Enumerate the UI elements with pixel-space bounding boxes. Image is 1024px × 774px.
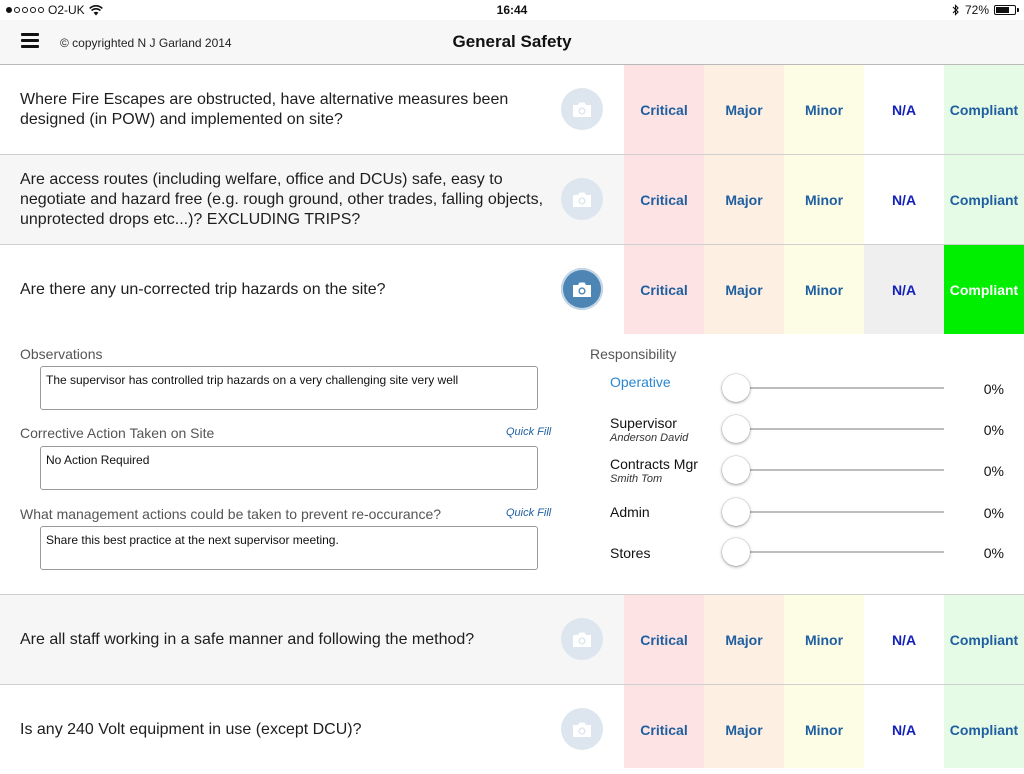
question-row bbox=[0, 65, 1024, 155]
role-label: Supervisor bbox=[610, 415, 677, 431]
question-row-expanded bbox=[0, 245, 1024, 334]
rating-critical-button[interactable]: Critical bbox=[624, 155, 704, 244]
rating-major-button[interactable]: Major bbox=[704, 155, 784, 244]
camera-icon[interactable] bbox=[561, 268, 603, 310]
observations-field[interactable]: The supervisor has controlled trip hazards on a very challenging site very well bbox=[40, 366, 538, 410]
rating-compliant-button-selected[interactable]: Compliant bbox=[944, 245, 1024, 334]
question-text: Are there any un-corrected trip hazards on the site? bbox=[20, 280, 386, 298]
slider-knob[interactable] bbox=[722, 415, 750, 443]
slider-knob[interactable] bbox=[722, 374, 750, 402]
responsibility-slider-contracts-mgr[interactable] bbox=[722, 455, 944, 485]
rating-critical-button[interactable]: Critical bbox=[624, 65, 704, 154]
question-row bbox=[0, 685, 1024, 768]
role-label: Admin bbox=[610, 504, 650, 520]
rating-critical-button[interactable]: Critical bbox=[624, 685, 704, 768]
responsibility-percent: 0% bbox=[983, 381, 1004, 397]
navigation-bar bbox=[0, 20, 1024, 65]
copyright-text: © copyrighted N J Garland 2014 bbox=[60, 36, 232, 50]
responsibility-slider-supervisor[interactable] bbox=[722, 414, 944, 444]
rating-na-button[interactable]: N/A bbox=[864, 595, 944, 684]
responsibility-slider-admin[interactable] bbox=[722, 497, 944, 527]
responsibility-slider-operative[interactable] bbox=[722, 373, 944, 403]
rating-compliant-button[interactable]: Compliant bbox=[944, 65, 1024, 154]
slider-knob[interactable] bbox=[722, 456, 750, 484]
rating-major-button[interactable]: Major bbox=[704, 65, 784, 154]
rating-na-button[interactable]: N/A bbox=[864, 245, 944, 334]
responsibility-percent: 0% bbox=[983, 545, 1004, 561]
role-label: Operative bbox=[610, 374, 671, 390]
responsibility-percent: 0% bbox=[983, 505, 1004, 521]
corrective-quick-fill-button[interactable]: Quick Fill bbox=[506, 426, 552, 438]
status-right bbox=[952, 3, 1016, 17]
rating-na-button[interactable]: N/A bbox=[864, 155, 944, 244]
question-details-panel bbox=[0, 335, 1024, 595]
corrective-action-label: Corrective Action Taken on Site bbox=[20, 425, 215, 441]
responsibility-role-stores bbox=[610, 545, 650, 561]
responsibility-role-admin bbox=[610, 504, 650, 520]
management-actions-label: What management actions could be taken to prevent re-occurance? bbox=[20, 506, 442, 522]
responsibility-role-operative[interactable] bbox=[610, 374, 671, 390]
responsibility-role-supervisor bbox=[610, 415, 688, 444]
corrective-action-field[interactable]: No Action Required bbox=[40, 446, 538, 490]
carrier-name: O2-UK bbox=[48, 3, 85, 17]
rating-compliant-button[interactable]: Compliant bbox=[944, 595, 1024, 684]
management-quick-fill-button[interactable]: Quick Fill bbox=[506, 507, 552, 519]
question-text: Is any 240 Volt equipment in use (except DCU)? bbox=[20, 720, 362, 738]
battery-icon bbox=[994, 5, 1016, 15]
camera-icon[interactable] bbox=[561, 88, 603, 130]
rating-compliant-button[interactable]: Compliant bbox=[944, 155, 1024, 244]
status-time: 16:44 bbox=[496, 3, 528, 17]
camera-icon[interactable] bbox=[561, 178, 603, 220]
rating-na-button[interactable]: N/A bbox=[864, 685, 944, 768]
page-title: General Safety bbox=[452, 32, 572, 51]
rating-critical-button[interactable]: Critical bbox=[624, 245, 704, 334]
rating-major-button[interactable]: Major bbox=[704, 245, 784, 334]
responsibility-label: Responsibility bbox=[590, 346, 677, 362]
rating-minor-button[interactable]: Minor bbox=[784, 245, 864, 334]
bluetooth-icon bbox=[952, 4, 960, 16]
role-label: Contracts Mgr bbox=[610, 456, 698, 472]
rating-major-button[interactable]: Major bbox=[704, 685, 784, 768]
responsibility-percent: 0% bbox=[983, 422, 1004, 438]
rating-major-button[interactable]: Major bbox=[704, 595, 784, 684]
slider-knob[interactable] bbox=[722, 538, 750, 566]
role-person-name: Smith Tom bbox=[610, 473, 663, 485]
battery-fill bbox=[996, 7, 1009, 13]
rating-compliant-button[interactable]: Compliant bbox=[944, 685, 1024, 768]
responsibility-slider-stores[interactable] bbox=[722, 537, 944, 567]
rating-minor-button[interactable]: Minor bbox=[784, 595, 864, 684]
slider-knob[interactable] bbox=[722, 498, 750, 526]
camera-icon[interactable] bbox=[561, 708, 603, 750]
responsibility-percent: 0% bbox=[983, 463, 1004, 479]
observations-label: Observations bbox=[20, 346, 103, 362]
camera-icon[interactable] bbox=[561, 618, 603, 660]
question-row bbox=[0, 595, 1024, 685]
rating-na-button[interactable]: N/A bbox=[864, 65, 944, 154]
role-label: Stores bbox=[610, 545, 651, 561]
question-row bbox=[0, 155, 1024, 245]
question-text: Where Fire Escapes are obstructed, have alternative measures been designed (in POW) and implemented on site? bbox=[20, 90, 509, 128]
battery-percent: 72% bbox=[964, 3, 989, 17]
rating-minor-button[interactable]: Minor bbox=[784, 155, 864, 244]
rating-minor-button[interactable]: Minor bbox=[784, 65, 864, 154]
responsibility-role-contracts-mgr bbox=[610, 456, 698, 485]
question-text: Are all staff working in a safe manner and following the method? bbox=[20, 630, 475, 648]
question-text: Are access routes (including welfare, office and DCUs) safe, easy to negotiate and hazard free (e.g. rough ground, other trades, falling objects, unprotected drops etc...)? EXCLUDING TRIPS? bbox=[20, 170, 544, 228]
rating-minor-button[interactable]: Minor bbox=[784, 685, 864, 768]
management-actions-field[interactable]: Share this best practice at the next supervisor meeting. bbox=[40, 526, 538, 570]
rating-critical-button[interactable]: Critical bbox=[624, 595, 704, 684]
role-person-name: Anderson David bbox=[610, 432, 689, 444]
status-bar bbox=[0, 0, 1024, 20]
